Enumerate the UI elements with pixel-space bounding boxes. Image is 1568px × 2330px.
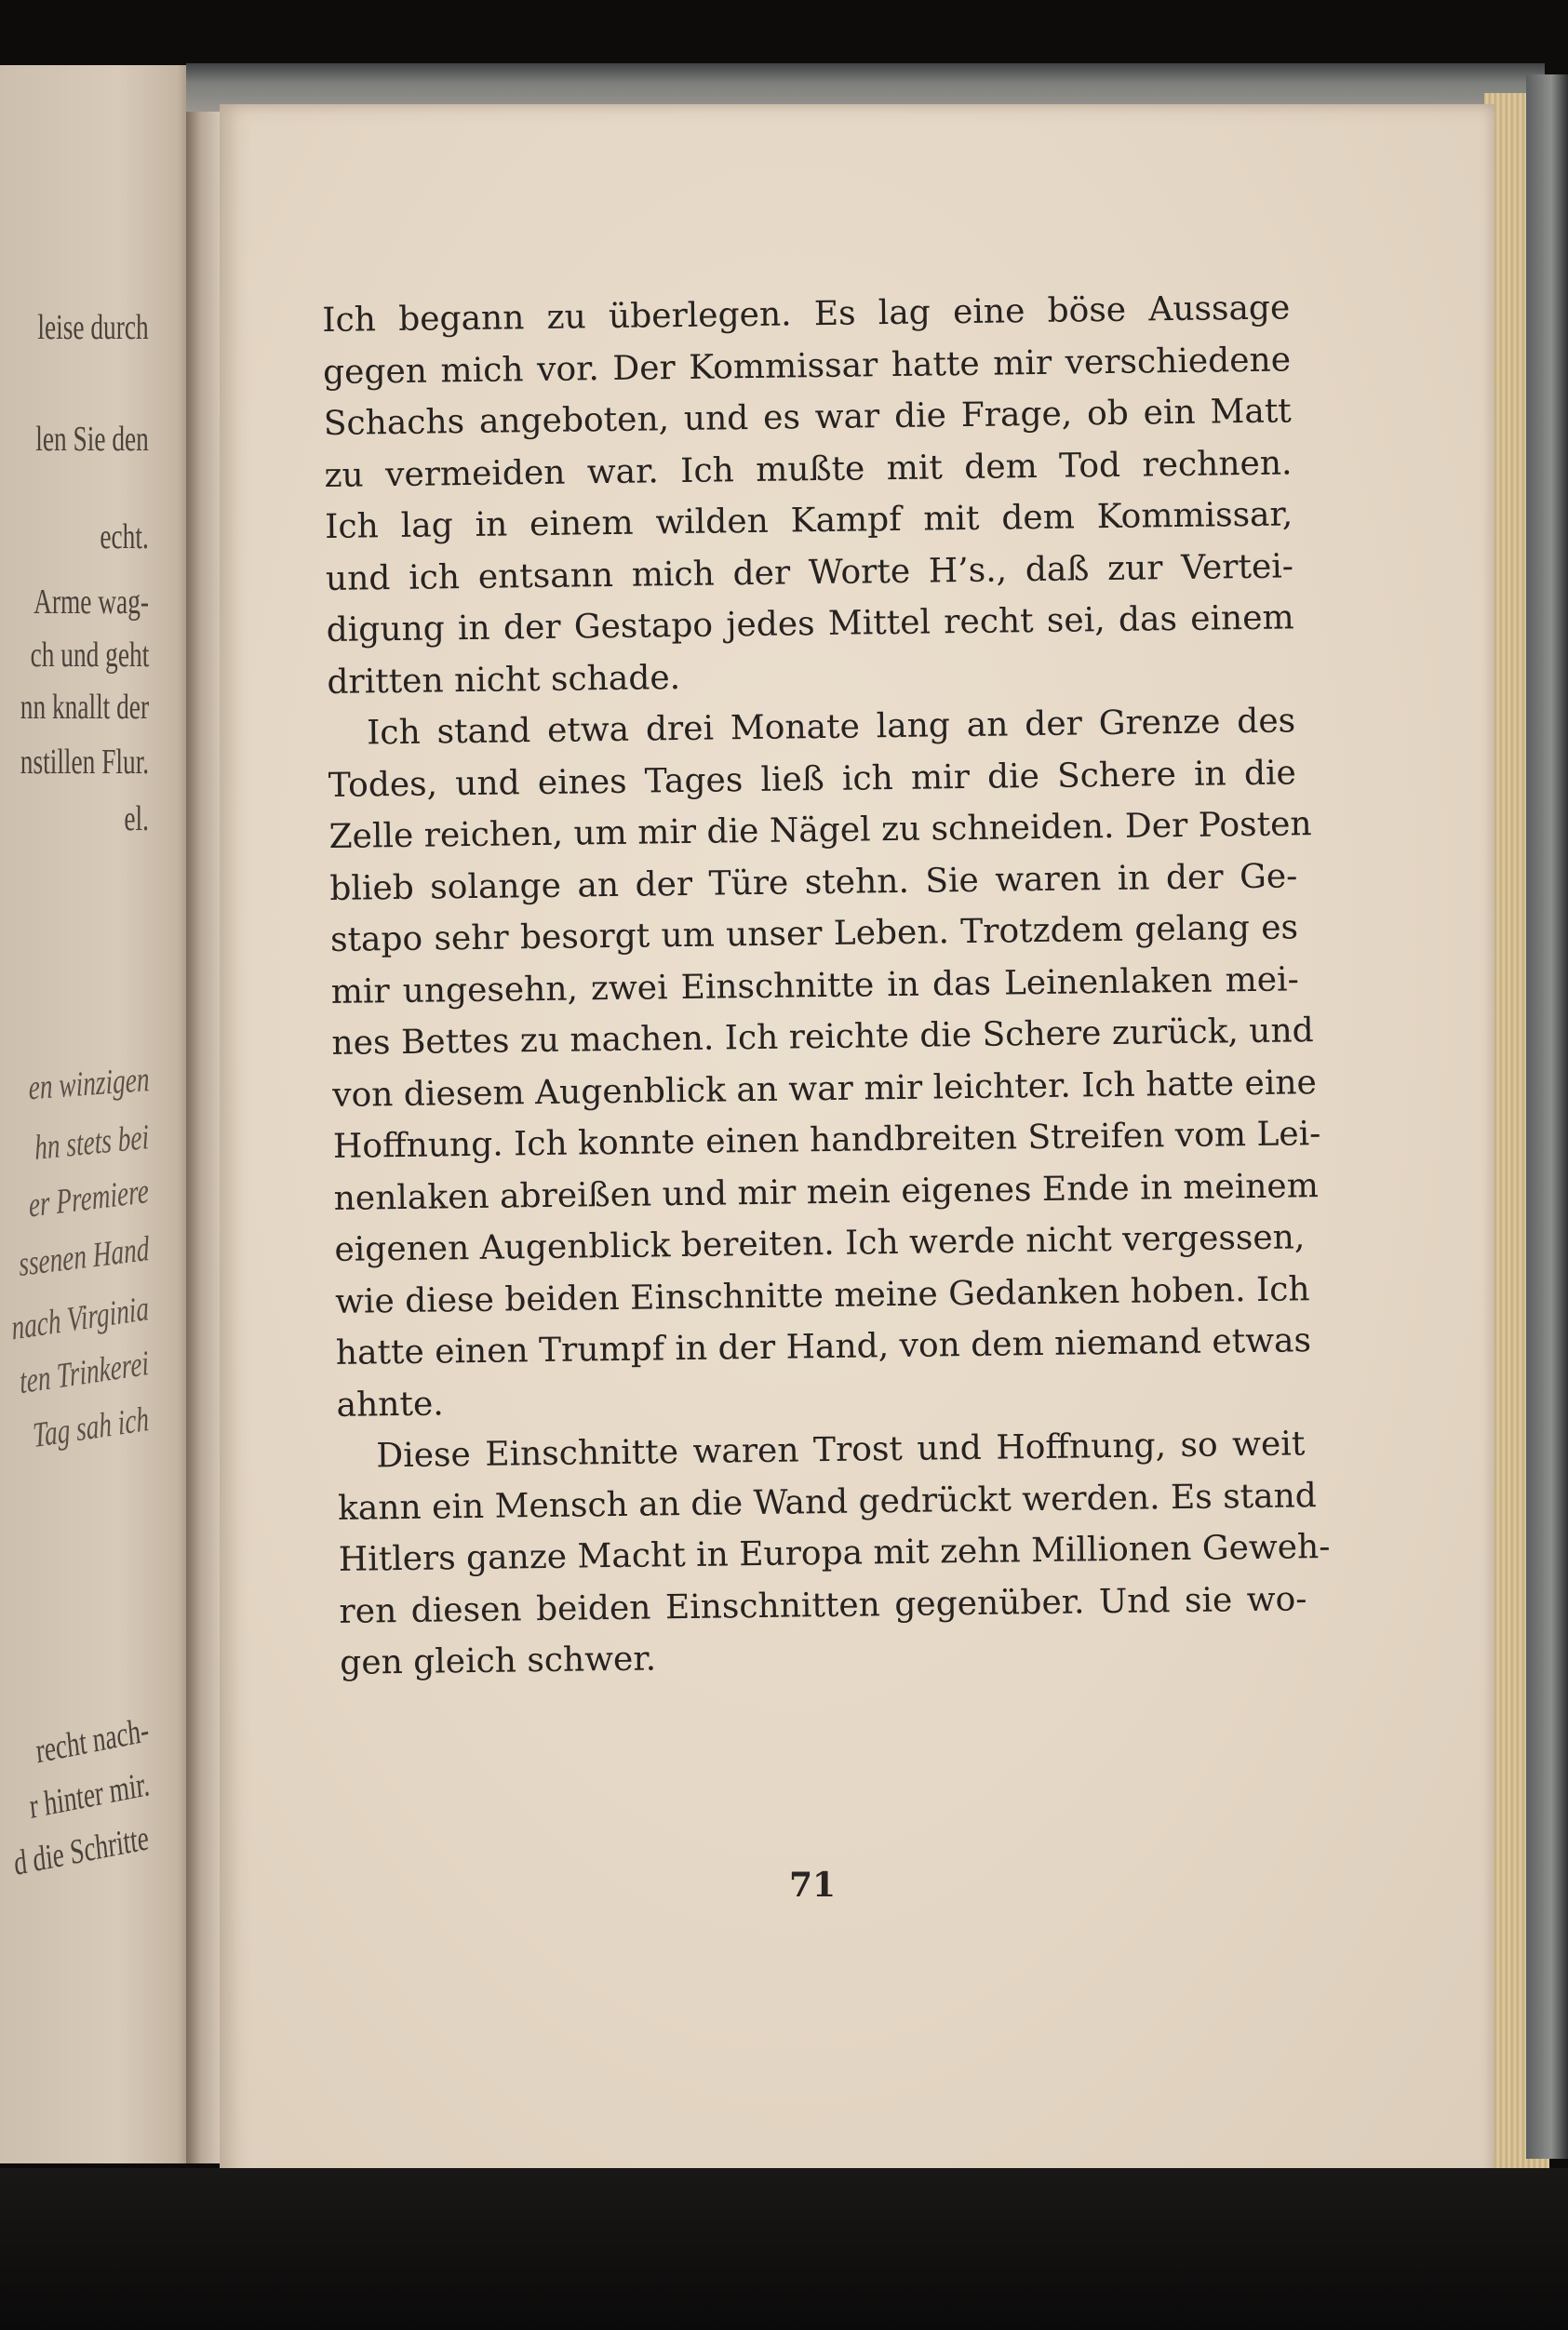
text-line: dritten nicht schade. [327, 658, 681, 702]
left-page-fragment: leise durch [37, 308, 149, 347]
text-line: Todes, und eines Tages ließ ich mir die Schere in die [328, 753, 1297, 805]
text-line: Ich begann zu überlegen. Es lag eine böse Aussage [322, 288, 1291, 340]
left-page-fragment: len Sie den [35, 420, 149, 459]
left-page-fragment: d die Schritte [12, 1818, 152, 1883]
page-number: 71 [789, 1866, 837, 1905]
text-line: eigenen Augenblick bereiten. Ich werde nicht vergessen, [334, 1218, 1306, 1269]
left-page-fragment: Arme wag- [34, 582, 149, 622]
cover-right-edge [1526, 74, 1568, 2159]
text-line: zu vermeiden war. Ich mußte mit dem Tod rechnen. [324, 443, 1293, 495]
left-page-fragment: er Premiere [27, 1172, 151, 1225]
left-page-fragment: echt. [100, 517, 149, 556]
paragraph [322, 282, 1295, 708]
left-page-fragment: hn stets bei [34, 1118, 151, 1168]
left-page-fragment: nach Virginia [10, 1289, 151, 1348]
text-line: blieb solange an der Türe stehn. Sie waren in der Ge- [329, 856, 1298, 908]
background-bottom [0, 2168, 1568, 2330]
left-page-fragment: ten Trinkerei [18, 1344, 151, 1402]
text-line: ahnte. [336, 1384, 444, 1425]
text-line: Ich stand etwa drei Monate lang an der Grenze des [366, 702, 1296, 753]
text-line: mir ungesehn, zwei Einschnitte in das Leinenlaken mei- [330, 959, 1299, 1011]
text-line: stapo sehr besorgt um unser Leben. Trotzdem gelang es [329, 908, 1299, 959]
text-line: nenlaken abreißen und mir mein eigenes Ende in meinem [333, 1166, 1320, 1218]
body-text [322, 282, 1331, 1689]
left-page-fragment: Tag sah ich [31, 1399, 151, 1456]
left-page-fragment: r hinter mir. [27, 1764, 152, 1827]
text-line: gen gleich schwer. [339, 1640, 657, 1682]
left-page-fragment: en winzigen [27, 1060, 150, 1108]
text-line: wie diese beiden Einschnitte meine Gedanken hoben. Ich [334, 1269, 1310, 1321]
text-line: nes Bettes zu machen. Ich reichte die Schere zurück, und [331, 1011, 1314, 1063]
left-page-fragment: ch und geht [30, 636, 149, 675]
text-line: gegen mich vor. Der Kommissar hatte mir verschiedene [322, 340, 1292, 392]
text-line: und ich entsann mich der Worte H’s., daß zur Vertei- [325, 546, 1294, 598]
paragraph [337, 1418, 1331, 1689]
text-line: Schachs angeboten, und es war die Frage, ob ein Matt [323, 392, 1292, 443]
paragraph [328, 695, 1321, 1431]
text-line: ren diesen beiden Einschnitten gegenüber. Und sie wo- [339, 1579, 1307, 1631]
text-line: Hitlers ganze Macht in Europa mit zehn Millionen Geweh- [338, 1527, 1331, 1579]
text-line: Diese Einschnitte waren Trost und Hoffnung, so weit [376, 1425, 1306, 1476]
left-page-fragment: el. [124, 799, 149, 838]
book-page [220, 104, 1494, 2189]
facing-page-left [0, 65, 197, 2163]
left-page-fragment: nn knallt der [20, 688, 149, 727]
text-line: Ich lag in einem wilden Kampf mit dem Kommissar, [324, 495, 1293, 546]
text-line: von diesem Augenblick an war mir leichter. Ich hatte eine [331, 1063, 1318, 1115]
text-line: digung in der Gestapo jedes Mittel recht sei, das einem [326, 598, 1294, 649]
left-page-fragment: recht nach- [34, 1710, 152, 1772]
text-line: Zelle reichen, um mir die Nägel zu schneiden. Der Posten [328, 805, 1312, 856]
text-line: hatte einen Trumpf in der Hand, von dem niemand etwas [335, 1321, 1312, 1373]
text-line: Hoffnung. Ich konnte einen handbreiten Streifen vom Lei- [332, 1115, 1321, 1166]
left-page-fragment: nstillen Flur. [20, 743, 149, 782]
book-gutter [186, 65, 223, 2163]
left-page-fragment: ssenen Hand [17, 1229, 151, 1284]
text-line: kann ein Mensch an die Wand gedrückt werden. Es stand [337, 1476, 1318, 1528]
